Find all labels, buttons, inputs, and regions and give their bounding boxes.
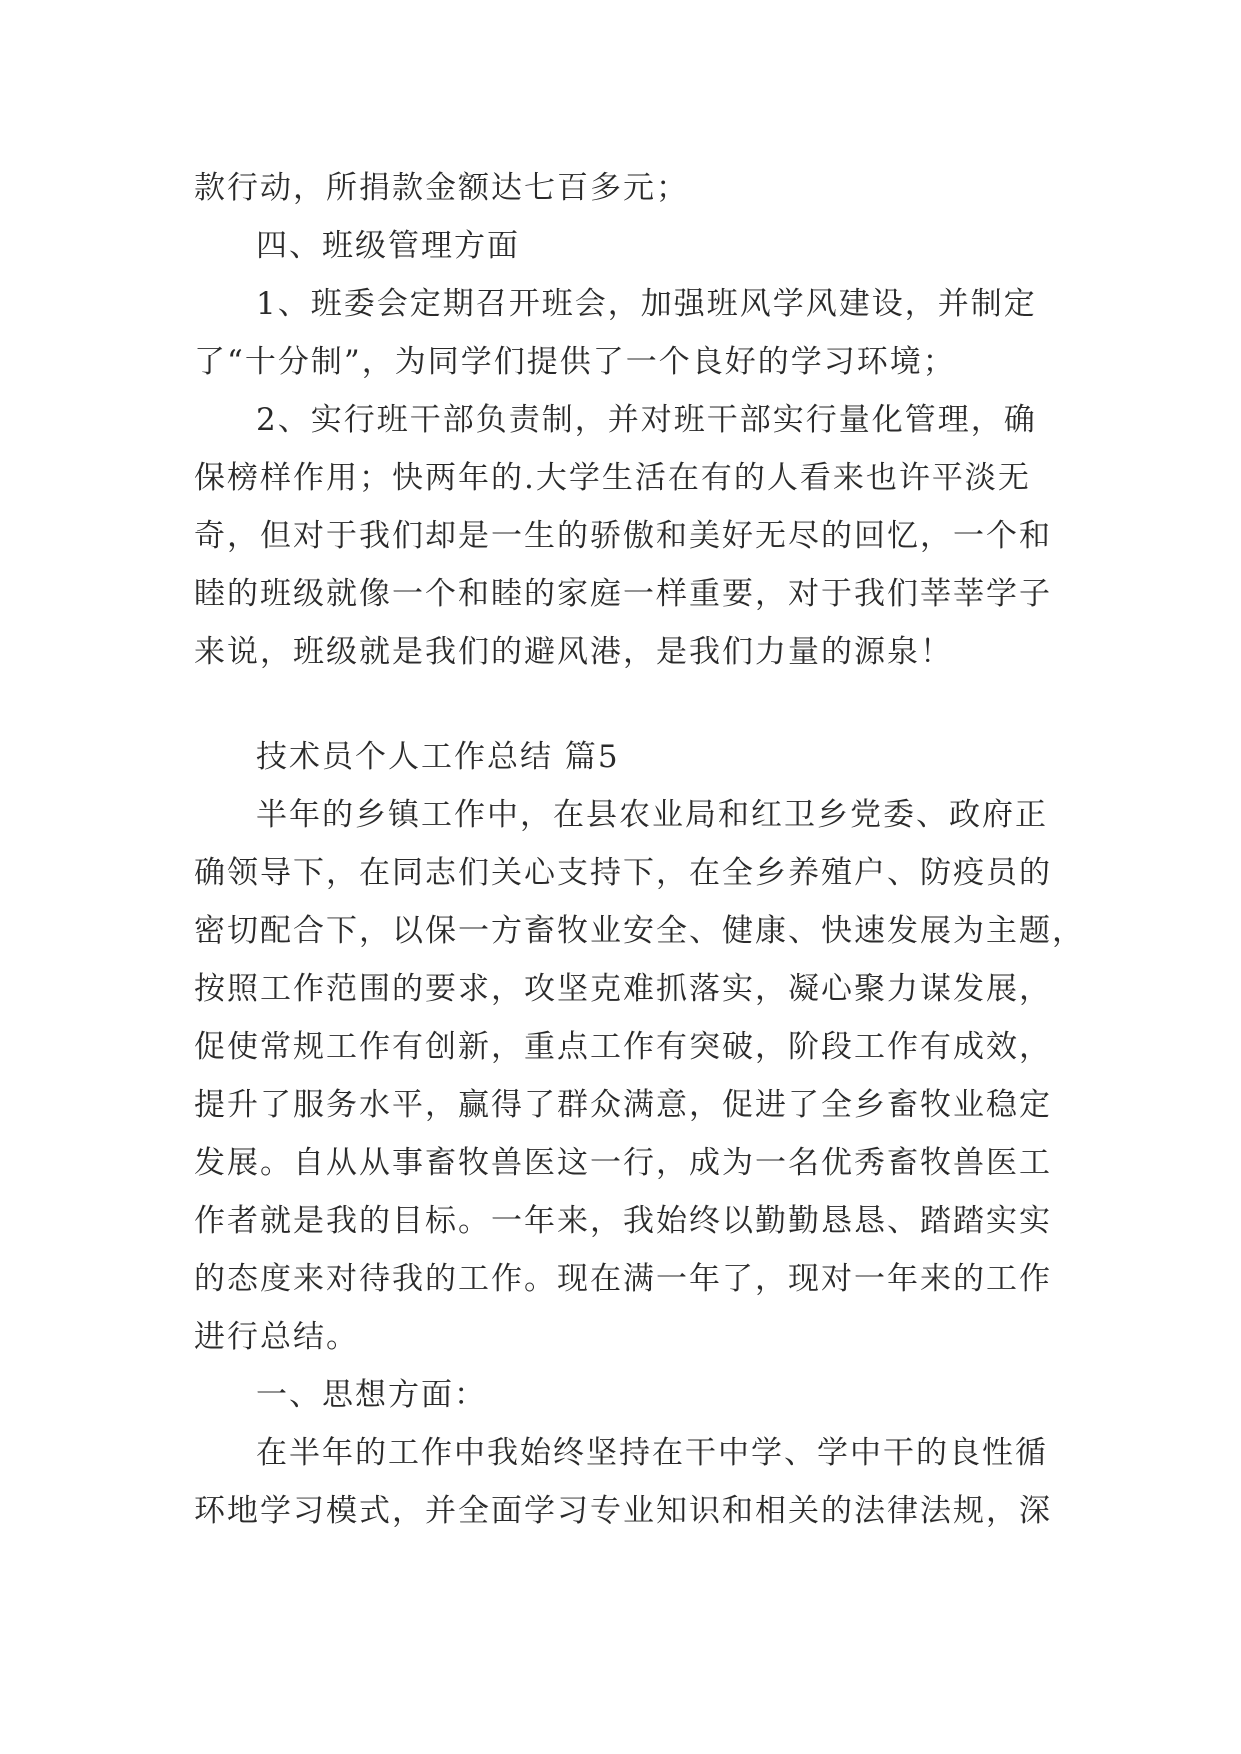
article-title: 技术员个人工作总结 篇5 [256, 739, 620, 775]
text-line: 保榜样作用；快两年的.大学生活在有的人看来也许平淡无 [194, 460, 1031, 496]
text-line: 款行动，所捐款金额达七百多元； [194, 170, 689, 206]
text-line: 发展。自从从事畜牧兽医这一行，成为一名优秀畜牧兽医工 [194, 1145, 1052, 1181]
text-line: 在半年的工作中我始终坚持在干中学、学中干的良性循 [256, 1435, 1048, 1471]
text-line: 了“十分制”，为同学们提供了一个良好的学习环境； [194, 344, 956, 380]
text-line: 提升了服务水平，赢得了群众满意，促进了全乡畜牧业稳定 [194, 1087, 1052, 1123]
text-line: 奇，但对于我们却是一生的骄傲和美好无尽的回忆，一个和 [194, 518, 1052, 554]
text-line: 促使常规工作有创新，重点工作有突破，阶段工作有成效， [194, 1029, 1052, 1065]
text-line: 睦的班级就像一个和睦的家庭一样重要，对于我们莘莘学子 [194, 576, 1052, 612]
text-line: 的态度来对待我的工作。现在满一年了，现对一年来的工作 [194, 1261, 1052, 1297]
text-line: 作者就是我的目标。一年来，我始终以勤勤恳恳、踏踏实实 [194, 1203, 1052, 1239]
section-heading: 四、班级管理方面 [256, 228, 520, 264]
text-line: 进行总结。 [194, 1319, 359, 1355]
text-line: 环地学习模式，并全面学习专业知识和相关的法律法规，深 [194, 1493, 1052, 1529]
text-line: 按照工作范围的要求，攻坚克难抓落实，凝心聚力谋发展， [194, 971, 1052, 1007]
text-line: 1、班委会定期召开班会，加强班风学风建设，并制定 [256, 286, 1037, 322]
text-line: 2、实行班干部负责制，并对班干部实行量化管理，确 [256, 402, 1037, 438]
text-line: 确领导下，在同志们关心支持下，在全乡养殖户、防疫员的 [194, 855, 1052, 891]
text-line: 密切配合下，以保一方畜牧业安全、健康、快速发展为主题， [194, 913, 1085, 949]
text-line: 来说，班级就是我们的避风港，是我们力量的源泉！ [194, 634, 953, 670]
section-heading: 一、思想方面： [256, 1377, 487, 1413]
text-line: 半年的乡镇工作中，在县农业局和红卫乡党委、政府正 [256, 797, 1048, 833]
